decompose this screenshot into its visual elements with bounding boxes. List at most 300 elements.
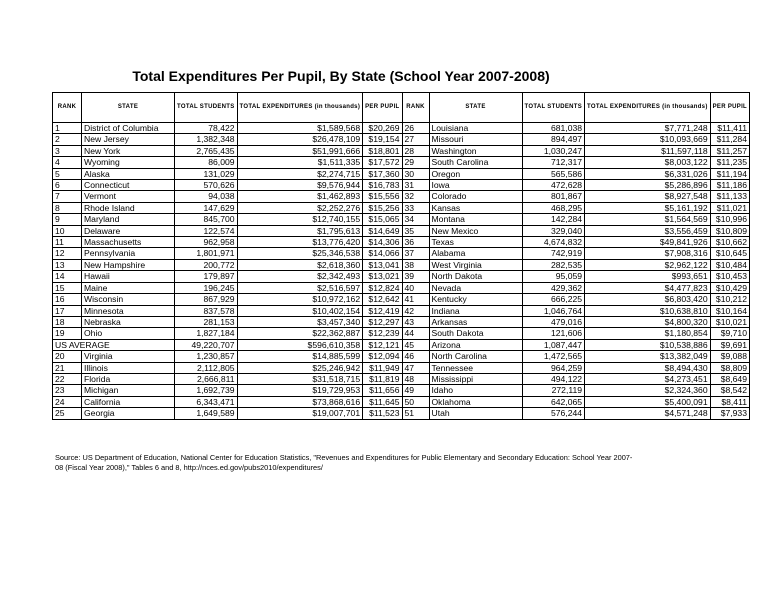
rank-cell: 14: [53, 271, 82, 282]
students-cell: 329,040: [522, 225, 585, 236]
per-pupil-cell: $20,269: [363, 123, 402, 134]
state-cell: Colorado: [429, 191, 522, 202]
students-cell: 2,112,805: [175, 362, 238, 373]
table-row: [53, 282, 750, 293]
expenditures-cell: $1,795,613: [237, 225, 363, 236]
table-row: [53, 271, 750, 282]
rank-cell: 35: [402, 225, 429, 236]
rank-cell: 23: [53, 385, 82, 396]
per-pupil-cell: $11,021: [710, 202, 749, 213]
expenditures-cell: $596,610,358: [237, 339, 363, 350]
header-rank: RANK: [402, 93, 429, 123]
per-pupil-cell: $12,824: [363, 282, 402, 293]
students-cell: 570,626: [175, 180, 238, 191]
rank-cell: 31: [402, 180, 429, 191]
state-cell: Kansas: [429, 202, 522, 213]
expenditures-cell: $25,346,538: [237, 248, 363, 259]
source-note: Source: US Department of Education, National Center for Education Statistics, "Revenues and Expenditures for Public Elementary and Secondary Education: School Year 2007-08 (Fiscal Year 2008)," Tables 6 and 8, http://nces.ed.gov/pubs2010/expenditures/: [55, 453, 633, 472]
rank-cell: 49: [402, 385, 429, 396]
expenditures-cell: $2,324,360: [585, 385, 711, 396]
per-pupil-cell: $19,154: [363, 134, 402, 145]
table-row: [53, 259, 750, 270]
rank-cell: 29: [402, 157, 429, 168]
rank-cell: 25: [53, 408, 82, 419]
rank-cell: 21: [53, 362, 82, 373]
students-cell: 1,649,589: [175, 408, 238, 419]
students-cell: 494,122: [522, 373, 585, 384]
state-cell: Pennsylvania: [82, 248, 175, 259]
rank-cell: 39: [402, 271, 429, 282]
table-row: [53, 294, 750, 305]
students-cell: 86,009: [175, 157, 238, 168]
expenditures-cell: $4,477,823: [585, 282, 711, 293]
rank-cell: 9: [53, 214, 82, 225]
rank-cell: 24: [53, 396, 82, 407]
table-row: [53, 168, 750, 179]
state-cell: Idaho: [429, 385, 522, 396]
students-cell: 1,087,447: [522, 339, 585, 350]
students-cell: 576,244: [522, 408, 585, 419]
rank-cell: 36: [402, 237, 429, 248]
state-cell: Alaska: [82, 168, 175, 179]
rank-cell: 12: [53, 248, 82, 259]
state-cell: Arkansas: [429, 316, 522, 327]
per-pupil-cell: $8,542: [710, 385, 749, 396]
students-cell: 1,801,971: [175, 248, 238, 259]
per-pupil-cell: $12,121: [363, 339, 402, 350]
state-cell: Montana: [429, 214, 522, 225]
per-pupil-cell: $11,656: [363, 385, 402, 396]
rank-cell: 48: [402, 373, 429, 384]
expenditures-cell: $22,362,887: [237, 328, 363, 339]
students-cell: 1,472,565: [522, 351, 585, 362]
header-state: STATE: [82, 93, 175, 123]
per-pupil-cell: $10,212: [710, 294, 749, 305]
per-pupil-cell: $17,572: [363, 157, 402, 168]
per-pupil-cell: $11,523: [363, 408, 402, 419]
state-cell: Alabama: [429, 248, 522, 259]
rank-cell: 26: [402, 123, 429, 134]
students-cell: 964,259: [522, 362, 585, 373]
rank-cell: 50: [402, 396, 429, 407]
rank-cell: 1: [53, 123, 82, 134]
state-cell: Arizona: [429, 339, 522, 350]
expenditures-cell: $4,800,320: [585, 316, 711, 327]
students-cell: 122,574: [175, 225, 238, 236]
state-cell: Tennessee: [429, 362, 522, 373]
per-pupil-cell: $12,642: [363, 294, 402, 305]
per-pupil-cell: $12,239: [363, 328, 402, 339]
state-cell: Connecticut: [82, 180, 175, 191]
students-cell: 1,382,348: [175, 134, 238, 145]
per-pupil-cell: $14,649: [363, 225, 402, 236]
state-cell: Utah: [429, 408, 522, 419]
per-pupil-cell: $11,949: [363, 362, 402, 373]
per-pupil-cell: $11,819: [363, 373, 402, 384]
table-row: [53, 225, 750, 236]
header-students: TOTAL STUDENTS: [175, 93, 238, 123]
rank-cell: 32: [402, 191, 429, 202]
per-pupil-cell: $17,360: [363, 168, 402, 179]
expenditures-cell: $2,342,493: [237, 271, 363, 282]
table-row: [53, 123, 750, 134]
expenditures-cell: $25,246,942: [237, 362, 363, 373]
expenditures-cell: $3,457,340: [237, 316, 363, 327]
expenditures-cell: $7,908,316: [585, 248, 711, 259]
per-pupil-cell: $8,411: [710, 396, 749, 407]
state-cell: New Mexico: [429, 225, 522, 236]
per-pupil-cell: $11,645: [363, 396, 402, 407]
rank-cell: 41: [402, 294, 429, 305]
state-cell: Louisiana: [429, 123, 522, 134]
expenditures-cell: $3,556,459: [585, 225, 711, 236]
rank-cell: 6: [53, 180, 82, 191]
rank-cell: 46: [402, 351, 429, 362]
state-cell: New Jersey: [82, 134, 175, 145]
table-row: [53, 351, 750, 362]
students-cell: 742,919: [522, 248, 585, 259]
students-cell: 962,958: [175, 237, 238, 248]
state-cell: Hawaii: [82, 271, 175, 282]
per-pupil-cell: $11,284: [710, 134, 749, 145]
per-pupil-cell: $11,186: [710, 180, 749, 191]
students-cell: 179,897: [175, 271, 238, 282]
students-cell: 272,119: [522, 385, 585, 396]
expenditures-cell: $8,003,122: [585, 157, 711, 168]
per-pupil-cell: $9,088: [710, 351, 749, 362]
students-cell: 712,317: [522, 157, 585, 168]
per-pupil-cell: $16,783: [363, 180, 402, 191]
header-per-pupil: PER PUPIL: [363, 93, 402, 123]
state-cell: Washington: [429, 145, 522, 156]
state-cell: Nevada: [429, 282, 522, 293]
per-pupil-cell: $15,256: [363, 202, 402, 213]
rank-cell: 42: [402, 305, 429, 316]
rank-cell: 5: [53, 168, 82, 179]
students-cell: 1,827,184: [175, 328, 238, 339]
per-pupil-cell: $12,419: [363, 305, 402, 316]
students-cell: 2,666,811: [175, 373, 238, 384]
students-cell: 142,284: [522, 214, 585, 225]
expenditures-cell: $1,564,569: [585, 214, 711, 225]
rank-cell: 3: [53, 145, 82, 156]
state-cell: Georgia: [82, 408, 175, 419]
students-cell: 867,929: [175, 294, 238, 305]
table-row: [53, 191, 750, 202]
table-body: [53, 123, 750, 420]
table-row: [53, 396, 750, 407]
state-cell: District of Columbia: [82, 123, 175, 134]
students-cell: 642,065: [522, 396, 585, 407]
rank-cell: 10: [53, 225, 82, 236]
table-row: [53, 214, 750, 225]
students-cell: 472,628: [522, 180, 585, 191]
students-cell: 131,029: [175, 168, 238, 179]
students-cell: 4,674,832: [522, 237, 585, 248]
rank-cell: 30: [402, 168, 429, 179]
students-cell: 95,059: [522, 271, 585, 282]
rank-cell: 43: [402, 316, 429, 327]
state-cell: Vermont: [82, 191, 175, 202]
table-row: [53, 134, 750, 145]
expenditures-cell: $5,400,091: [585, 396, 711, 407]
students-cell: 894,497: [522, 134, 585, 145]
expenditures-cell: $14,885,599: [237, 351, 363, 362]
state-cell: North Carolina: [429, 351, 522, 362]
table-row: [53, 305, 750, 316]
expenditures-cell: $13,382,049: [585, 351, 711, 362]
per-pupil-cell: $11,133: [710, 191, 749, 202]
rank-cell: 34: [402, 214, 429, 225]
expenditures-cell: $9,576,944: [237, 180, 363, 191]
state-cell: Ohio: [82, 328, 175, 339]
per-pupil-cell: $13,021: [363, 271, 402, 282]
us-average-label: US AVERAGE: [53, 339, 175, 350]
table-row: [53, 408, 750, 419]
students-cell: 1,030,247: [522, 145, 585, 156]
students-cell: 468,295: [522, 202, 585, 213]
expenditures-cell: $12,740,155: [237, 214, 363, 225]
rank-cell: 7: [53, 191, 82, 202]
rank-cell: 27: [402, 134, 429, 145]
expenditures-cell: $8,494,430: [585, 362, 711, 373]
rank-cell: 16: [53, 294, 82, 305]
state-cell: Minnesota: [82, 305, 175, 316]
rank-cell: 28: [402, 145, 429, 156]
students-cell: 429,362: [522, 282, 585, 293]
expenditures-cell: $10,972,162: [237, 294, 363, 305]
students-cell: 1,046,764: [522, 305, 585, 316]
expenditures-cell: $10,402,154: [237, 305, 363, 316]
state-cell: North Dakota: [429, 271, 522, 282]
state-cell: Texas: [429, 237, 522, 248]
header-row: [53, 93, 750, 123]
students-cell: 147,629: [175, 202, 238, 213]
expenditures-cell: $31,518,715: [237, 373, 363, 384]
state-cell: Wyoming: [82, 157, 175, 168]
state-cell: West Virginia: [429, 259, 522, 270]
students-cell: 845,700: [175, 214, 238, 225]
page-title: Total Expenditures Per Pupil, By State (School Year 2007-2008): [132, 68, 550, 84]
rank-cell: 38: [402, 259, 429, 270]
expenditures-cell: $6,331,026: [585, 168, 711, 179]
rank-cell: 47: [402, 362, 429, 373]
per-pupil-cell: $10,021: [710, 316, 749, 327]
expenditures-cell: $2,516,597: [237, 282, 363, 293]
state-cell: Maryland: [82, 214, 175, 225]
state-cell: California: [82, 396, 175, 407]
per-pupil-cell: $8,809: [710, 362, 749, 373]
header-expenditures: TOTAL EXPENDITURES (in thousands): [585, 93, 711, 123]
students-cell: 565,586: [522, 168, 585, 179]
per-pupil-cell: $10,429: [710, 282, 749, 293]
table-row: [53, 316, 750, 327]
expenditures-cell: $1,462,893: [237, 191, 363, 202]
rank-cell: 8: [53, 202, 82, 213]
header-state: STATE: [429, 93, 522, 123]
table-row: [53, 145, 750, 156]
expenditures-cell: $49,841,926: [585, 237, 711, 248]
state-cell: Florida: [82, 373, 175, 384]
rank-cell: 4: [53, 157, 82, 168]
per-pupil-cell: $13,041: [363, 259, 402, 270]
students-cell: 2,765,435: [175, 145, 238, 156]
expenditures-cell: $6,803,420: [585, 294, 711, 305]
expenditures-cell: $2,274,715: [237, 168, 363, 179]
per-pupil-cell: $15,556: [363, 191, 402, 202]
rank-cell: 37: [402, 248, 429, 259]
per-pupil-cell: $10,809: [710, 225, 749, 236]
state-cell: Mississippi: [429, 373, 522, 384]
rank-cell: 45: [402, 339, 429, 350]
per-pupil-cell: $11,235: [710, 157, 749, 168]
table-row: [53, 202, 750, 213]
expenditures-cell: $10,538,886: [585, 339, 711, 350]
expenditures-cell: $5,286,896: [585, 180, 711, 191]
rank-cell: 15: [53, 282, 82, 293]
per-pupil-cell: $10,996: [710, 214, 749, 225]
state-cell: South Dakota: [429, 328, 522, 339]
students-cell: 837,578: [175, 305, 238, 316]
table-row: [53, 248, 750, 259]
per-pupil-cell: $11,411: [710, 123, 749, 134]
expenditures-cell: $10,638,810: [585, 305, 711, 316]
header-expenditures: TOTAL EXPENDITURES (in thousands): [237, 93, 363, 123]
state-cell: Maine: [82, 282, 175, 293]
header-per-pupil: PER PUPIL: [710, 93, 749, 123]
expenditures-cell: $993,651: [585, 271, 711, 282]
rank-cell: 40: [402, 282, 429, 293]
table-row: [53, 385, 750, 396]
state-cell: Delaware: [82, 225, 175, 236]
rank-cell: 13: [53, 259, 82, 270]
students-cell: 281,153: [175, 316, 238, 327]
rank-cell: 19: [53, 328, 82, 339]
expenditures-cell: $73,868,616: [237, 396, 363, 407]
per-pupil-cell: $10,164: [710, 305, 749, 316]
table-row: [53, 180, 750, 191]
students-cell: 1,692,739: [175, 385, 238, 396]
expenditures-cell: $4,571,248: [585, 408, 711, 419]
per-pupil-cell: $8,649: [710, 373, 749, 384]
expenditures-cell: $4,273,451: [585, 373, 711, 384]
rank-cell: 11: [53, 237, 82, 248]
per-pupil-cell: $12,094: [363, 351, 402, 362]
students-cell: 200,772: [175, 259, 238, 270]
expenditures-cell: $1,511,335: [237, 157, 363, 168]
students-cell: 801,867: [522, 191, 585, 202]
state-cell: Indiana: [429, 305, 522, 316]
state-cell: Rhode Island: [82, 202, 175, 213]
table-row: [53, 157, 750, 168]
expenditures-cell: $19,729,953: [237, 385, 363, 396]
students-cell: 196,245: [175, 282, 238, 293]
header-students: TOTAL STUDENTS: [522, 93, 585, 123]
rank-cell: 33: [402, 202, 429, 213]
state-cell: Virginia: [82, 351, 175, 362]
table-row: [53, 373, 750, 384]
state-cell: Iowa: [429, 180, 522, 191]
expenditures-cell: $11,597,118: [585, 145, 711, 156]
per-pupil-cell: $9,691: [710, 339, 749, 350]
table-row: [53, 362, 750, 373]
state-cell: South Carolina: [429, 157, 522, 168]
per-pupil-cell: $15,065: [363, 214, 402, 225]
rank-cell: 18: [53, 316, 82, 327]
state-cell: New York: [82, 145, 175, 156]
students-cell: 282,535: [522, 259, 585, 270]
expenditures-cell: $2,962,122: [585, 259, 711, 270]
rank-cell: 17: [53, 305, 82, 316]
expenditures-table: [52, 92, 750, 420]
per-pupil-cell: $10,484: [710, 259, 749, 270]
expenditures-cell: $19,007,701: [237, 408, 363, 419]
rank-cell: 22: [53, 373, 82, 384]
expenditures-cell: $8,927,548: [585, 191, 711, 202]
state-cell: Nebraska: [82, 316, 175, 327]
state-cell: Missouri: [429, 134, 522, 145]
expenditures-cell: $1,589,568: [237, 123, 363, 134]
students-cell: 681,038: [522, 123, 585, 134]
state-cell: Kentucky: [429, 294, 522, 305]
header-rank: RANK: [53, 93, 82, 123]
expenditures-cell: $13,776,420: [237, 237, 363, 248]
per-pupil-cell: $11,194: [710, 168, 749, 179]
rank-cell: 51: [402, 408, 429, 419]
expenditures-cell: $7,771,248: [585, 123, 711, 134]
table-row: [53, 328, 750, 339]
students-cell: 479,016: [522, 316, 585, 327]
students-cell: 1,230,857: [175, 351, 238, 362]
expenditures-cell: $5,161,192: [585, 202, 711, 213]
per-pupil-cell: $18,801: [363, 145, 402, 156]
per-pupil-cell: $10,645: [710, 248, 749, 259]
table-row: [53, 339, 750, 350]
per-pupil-cell: $9,710: [710, 328, 749, 339]
state-cell: Michigan: [82, 385, 175, 396]
students-cell: 49,220,707: [175, 339, 238, 350]
expenditures-cell: $10,093,669: [585, 134, 711, 145]
students-cell: 121,606: [522, 328, 585, 339]
state-cell: Oregon: [429, 168, 522, 179]
per-pupil-cell: $12,297: [363, 316, 402, 327]
per-pupil-cell: $7,933: [710, 408, 749, 419]
students-cell: 6,343,471: [175, 396, 238, 407]
state-cell: New Hampshire: [82, 259, 175, 270]
students-cell: 666,225: [522, 294, 585, 305]
table-row: [53, 237, 750, 248]
per-pupil-cell: $14,306: [363, 237, 402, 248]
state-cell: Oklahoma: [429, 396, 522, 407]
expenditures-cell: $51,991,666: [237, 145, 363, 156]
rank-cell: 2: [53, 134, 82, 145]
expenditures-cell: $1,180,854: [585, 328, 711, 339]
students-cell: 78,422: [175, 123, 238, 134]
expenditures-cell: $2,252,276: [237, 202, 363, 213]
per-pupil-cell: $10,662: [710, 237, 749, 248]
state-cell: Illinois: [82, 362, 175, 373]
state-cell: Massachusetts: [82, 237, 175, 248]
per-pupil-cell: $10,453: [710, 271, 749, 282]
expenditures-cell: $2,618,360: [237, 259, 363, 270]
rank-cell: 20: [53, 351, 82, 362]
students-cell: 94,038: [175, 191, 238, 202]
expenditures-cell: $26,478,109: [237, 134, 363, 145]
per-pupil-cell: $11,257: [710, 145, 749, 156]
per-pupil-cell: $14,066: [363, 248, 402, 259]
state-cell: Wisconsin: [82, 294, 175, 305]
rank-cell: 44: [402, 328, 429, 339]
